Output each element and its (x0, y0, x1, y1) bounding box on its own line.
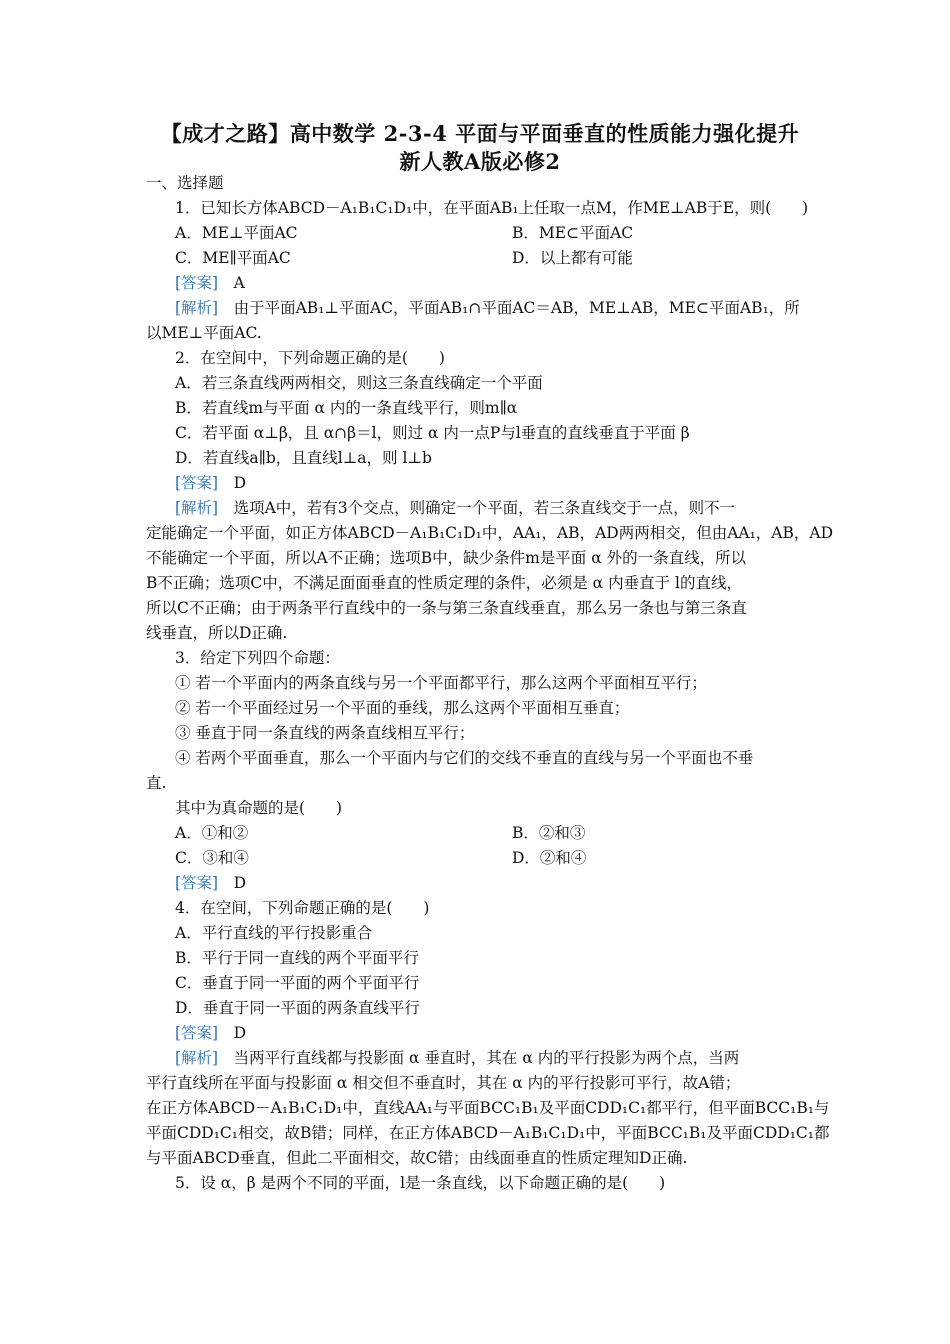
question-2-option-d: D．若直线a∥b，且直线l⊥a，则 l⊥b (175, 449, 432, 467)
question-4-option-d: D．垂直于同一平面的两条直线平行 (175, 999, 420, 1017)
question-3-ask: 其中为真命题的是( ) (175, 799, 343, 817)
question-2-option-c: C．若平面 α⊥β，且 α∩β＝l，则过 α 内一点P与l垂直的直线垂直于平面 β (175, 424, 690, 442)
answer-tag: [答案] (175, 474, 219, 492)
question-1-option-a: A．ME⊥平面AC (175, 224, 298, 242)
question-2-analysis-line-4: B不正确；选项C中，不满足面面垂直的性质定理的条件，必须是 α 内垂直于 l的直线， (146, 574, 742, 592)
question-2-stem: 2．在空间中，下列命题正确的是( ) (175, 349, 445, 367)
question-1-option-b: B．ME⊂平面AC (512, 224, 634, 242)
question-3-option-b: B．②和③ (512, 824, 586, 842)
question-3-proposition-4: ④ 若两个平面垂直，那么一个平面内与它们的交线不垂直的直线与另一个平面也不垂 (175, 749, 754, 767)
question-3-proposition-3: ③ 垂直于同一条直线的两条直线相互平行； (175, 724, 475, 742)
answer-value: D (233, 474, 247, 492)
question-5-stem: 5．设 α，β 是两个不同的平面，l是一条直线，以下命题正确的是( ) (175, 1174, 666, 1192)
question-2-analysis-line-2: 定能确定一个平面，如正方体ABCD－A₁B₁C₁D₁中，AA₁，AB，AD两两相交，但由AA₁，AB，AD (146, 524, 833, 542)
document-title-line-2: 新人教A版必修2 (399, 149, 561, 174)
question-1-answer (175, 271, 245, 296)
question-4-answer (175, 1021, 246, 1046)
analysis-text: 当两平行直线都与投影面 α 垂直时，其在 α 内的平行投影为两个点，当两 (218, 1049, 740, 1067)
question-3-answer (175, 871, 246, 896)
question-3-proposition-4-cont: 直. (146, 774, 167, 792)
question-4-analysis-line-4: 平面CDD₁C₁相交，故B错；同样，在正方体ABCD－A₁B₁C₁D₁中，平面BCC₁B₁及平面CDD₁C₁都 (146, 1124, 830, 1142)
question-4-analysis-line-5: 与平面ABCD垂直，但此二平面相交，故C错；由线面垂直的性质定理知D正确. (146, 1149, 688, 1167)
question-2-analysis-line-5: 所以C不正确；由于两条平行直线中的一条与第三条直线垂直，那么另一条也与第三条直 (146, 599, 747, 617)
section-heading: 一、选择题 (146, 174, 224, 192)
question-2-option-b: B．若直线m与平面 α 内的一条直线平行，则m∥α (175, 399, 518, 417)
question-4-analysis-line-2: 平行直线所在平面与投影面 α 相交但不垂直时，其在 α 内的平行投影可平行，故A错； (146, 1074, 741, 1092)
question-4-analysis (175, 1046, 739, 1071)
answer-tag: [答案] (175, 874, 219, 892)
question-3-stem: 3．给定下列四个命题： (175, 649, 340, 667)
question-3-option-d: D．②和④ (512, 849, 587, 867)
question-1-analysis-cont: 以ME⊥平面AC. (146, 324, 262, 342)
answer-value: D (233, 874, 247, 892)
question-3-proposition-2: ② 若一个平面经过另一个平面的垂线，那么这两个平面相互垂直； (175, 699, 630, 717)
question-2-option-a: A．若三条直线两两相交，则这三条直线确定一个平面 (175, 374, 543, 392)
question-3-option-c: C．③和④ (175, 849, 249, 867)
question-2-answer (175, 471, 246, 496)
question-1-stem: 1．已知长方体ABCD－A₁B₁C₁D₁中，在平面AB₁上任取一点M，作ME⊥AB于E，则( ) (175, 199, 809, 217)
question-4-analysis-line-3: 在正方体ABCD－A₁B₁C₁D₁中，直线AA₁与平面BCC₁B₁及平面CDD₁C₁都平行，但平面BCC₁B₁与 (146, 1099, 830, 1117)
question-2-analysis (175, 496, 735, 521)
answer-value: D (233, 1024, 247, 1042)
analysis-text: 由于平面AB₁⊥平面AC，平面AB₁∩平面AC＝AB，ME⊥AB，ME⊂平面AB₁，所 (218, 299, 800, 317)
answer-tag: [答案] (175, 274, 219, 292)
analysis-tag: [解析] (175, 299, 219, 317)
question-1-option-d: D．以上都有可能 (512, 249, 633, 267)
answer-tag: [答案] (175, 1024, 219, 1042)
question-3-option-a: A．①和② (175, 824, 249, 842)
document-title-line-1: 【成才之路】高中数学 2-3-4 平面与平面垂直的性质能力强化提升 (160, 121, 800, 146)
question-4-option-a: A．平行直线的平行投影重合 (175, 924, 373, 942)
analysis-tag: [解析] (175, 499, 219, 517)
question-4-option-b: B．平行于同一直线的两个平面平行 (175, 949, 419, 967)
answer-value: A (233, 274, 245, 292)
question-3-proposition-1: ① 若一个平面内的两条直线与另一个平面都平行，那么这两个平面相互平行； (175, 674, 707, 692)
analysis-text: 选项A中，若有3个交点，则确定一个平面，若三条直线交于一点，则不一 (218, 499, 736, 517)
question-2-analysis-line-3: 不能确定一个平面，所以A不正确；选项B中，缺少条件m是平面 α 外的一条直线，所以 (146, 549, 747, 567)
question-1-analysis (175, 296, 800, 321)
question-4-stem: 4．在空间，下列命题正确的是( ) (175, 899, 430, 917)
question-4-option-c: C．垂直于同一平面的两个平面平行 (175, 974, 420, 992)
question-2-analysis-line-6: 线垂直，所以D正确. (146, 624, 288, 642)
question-1-option-c: C．ME∥平面AC (175, 249, 291, 267)
analysis-tag: [解析] (175, 1049, 219, 1067)
